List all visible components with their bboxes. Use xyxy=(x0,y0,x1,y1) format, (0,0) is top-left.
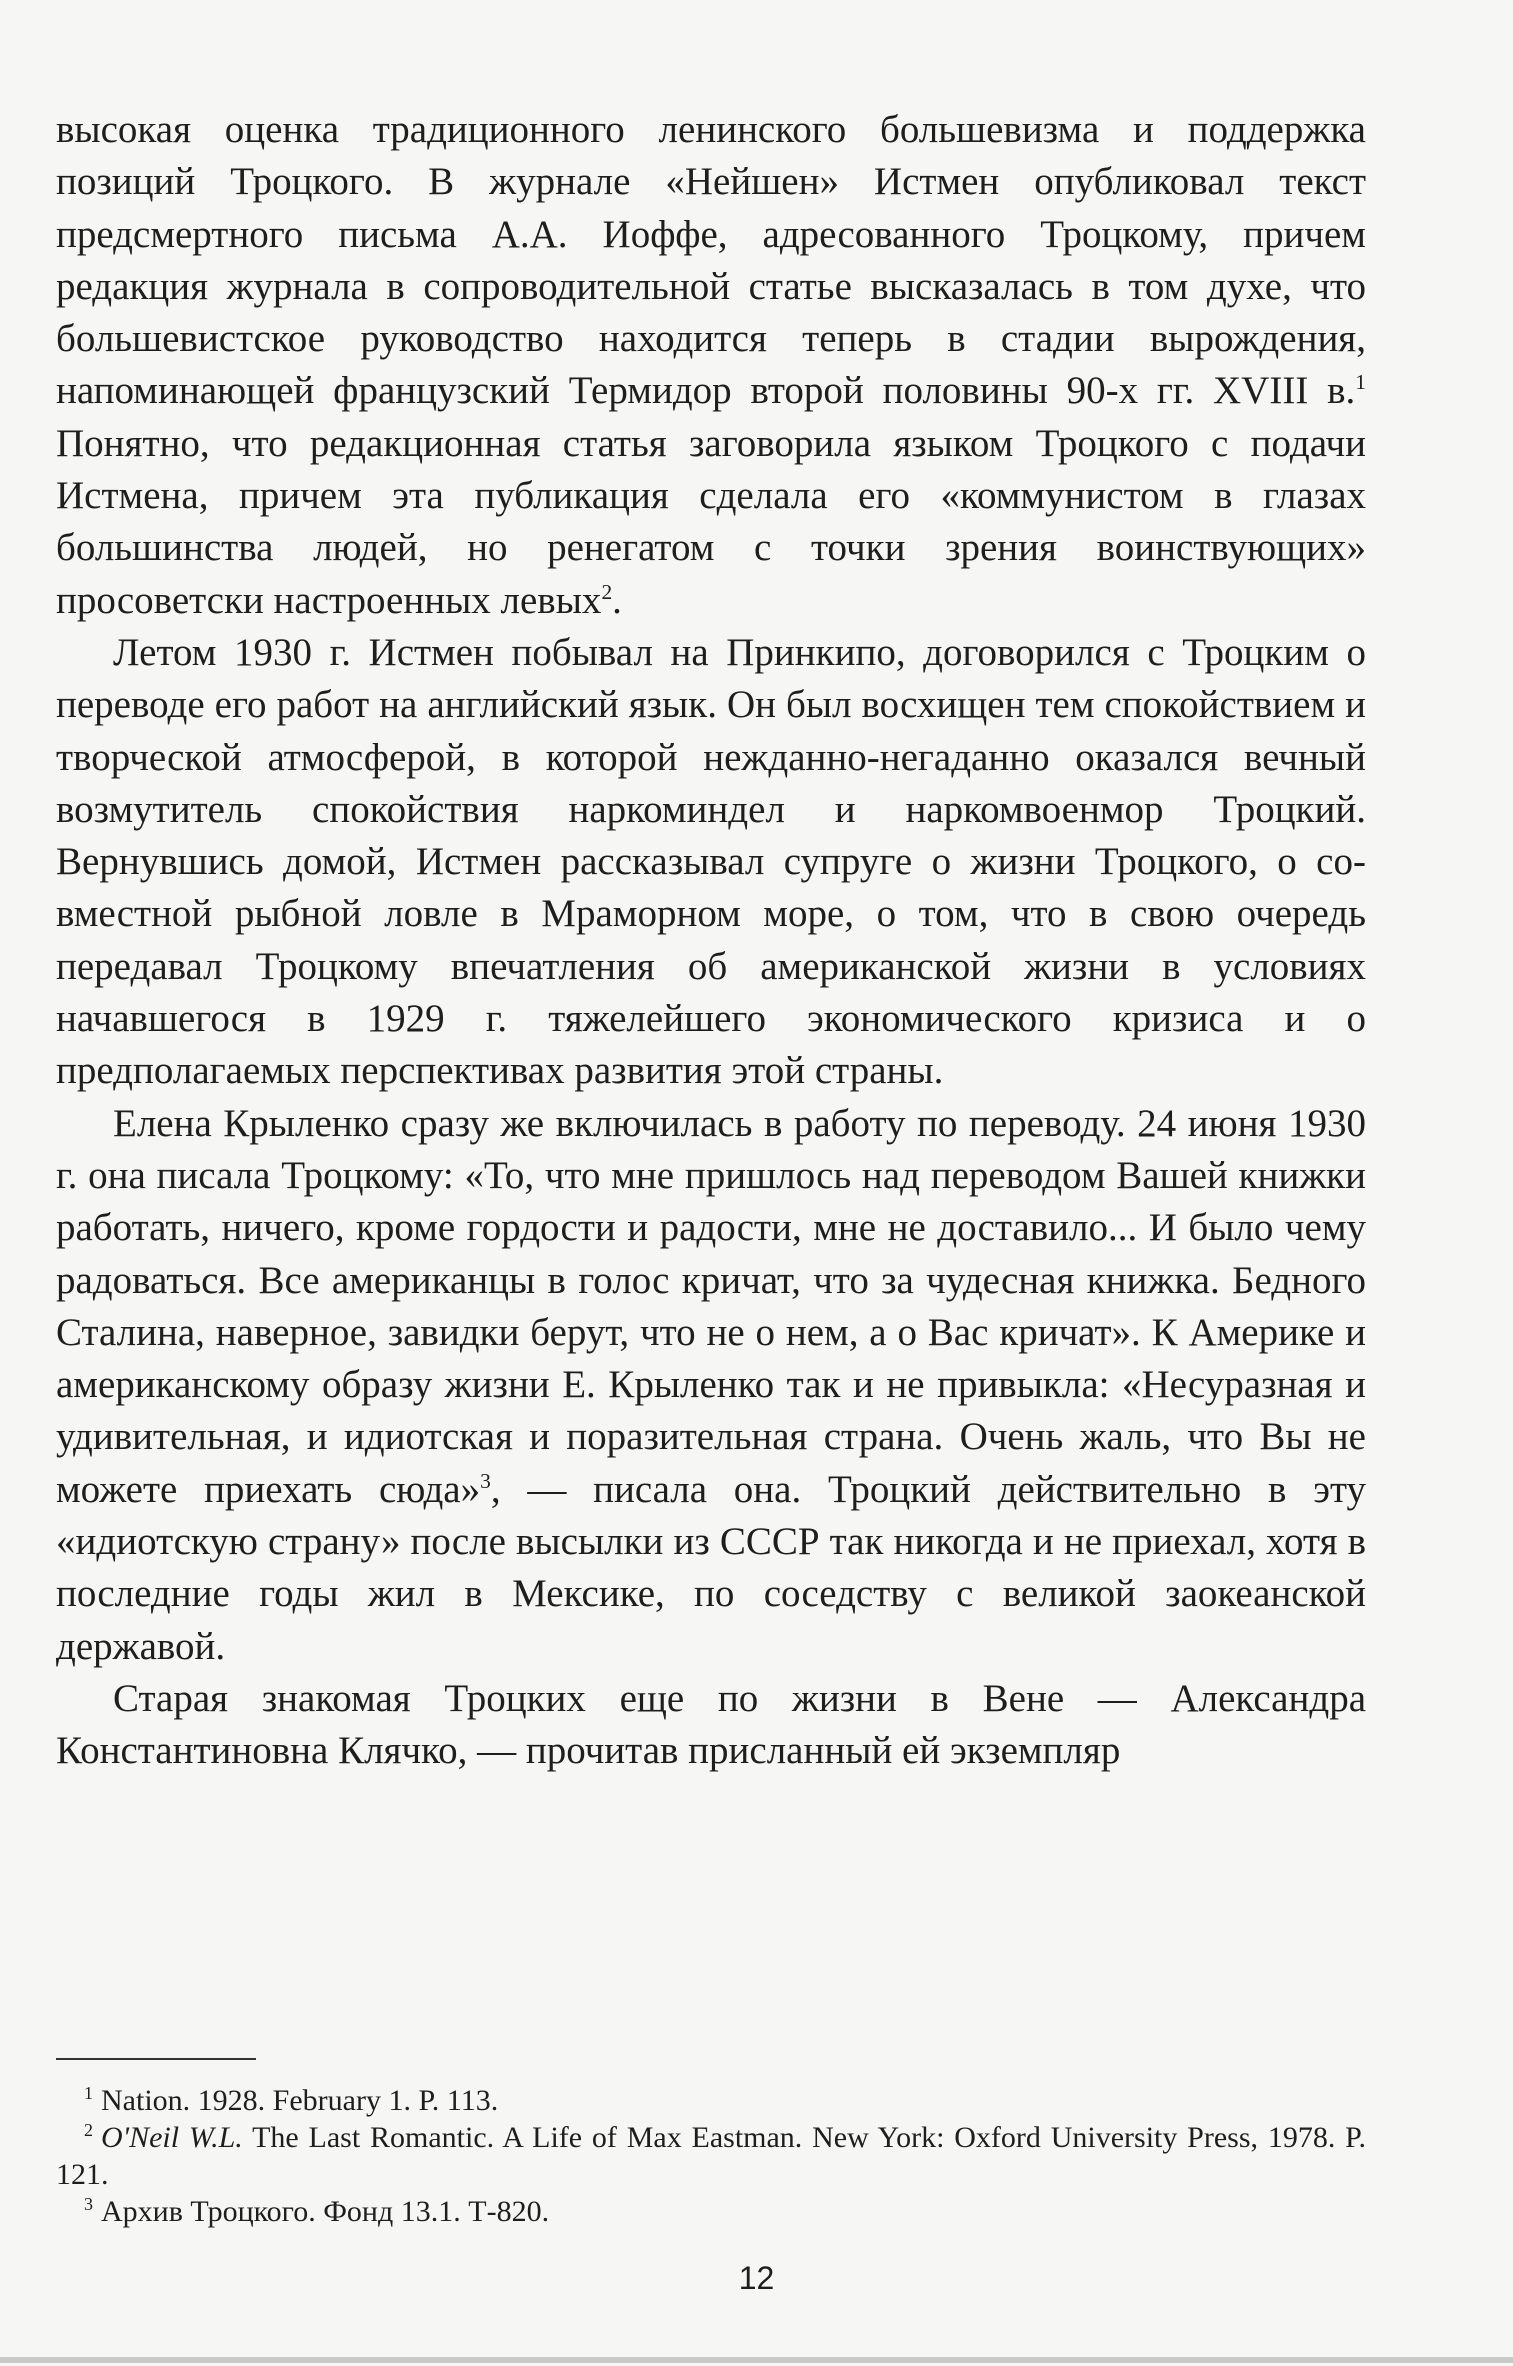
text-run: Архив Троцкого. Фонд 13.1. Т-820. xyxy=(101,2195,550,2228)
footnote xyxy=(56,2119,1366,2193)
footnote-author: O'Neil W.L. xyxy=(101,2121,243,2154)
footnote-mark: 2 xyxy=(84,2120,93,2140)
footnote-reference: 2 xyxy=(601,579,613,604)
text-run: высокая оценка традиционного ленинского большевизма и поддержка позиций Троцкого. В журнале «Нейшен» Истмен опубликовал текст предсмертного письма А.А. Иоффе, адресованного Троцкому, причем редакция журнала в сопроводительной статье высказалась в том духе, что большевистское руководство находится теперь в стадии вырождения, напоминающей французский Термидор второй половины 90-х гг. XVIII в. xyxy=(56,108,1366,413)
text-run: . xyxy=(612,578,622,622)
text-run: Nation. 1928. February 1. P. 113. xyxy=(101,2084,499,2117)
main-text xyxy=(56,104,1366,1778)
text-run: Старая знакомая Троцких еще по жизни в Вене — Александра Константиновна Клячко, — прочитав присланный ей экземпляр xyxy=(56,1676,1366,1773)
text-run: , — писала она. Троцкий действительно в эту «идиотскую страну» после высылки из СССР так никогда и не приехал, хотя в последние годы жил в Мексике, по соседству с великой заокеанской державой. xyxy=(56,1467,1367,1668)
footnote xyxy=(56,2193,1366,2230)
paragraph xyxy=(56,104,1366,627)
paragraph xyxy=(56,1098,1366,1673)
paragraph xyxy=(56,1673,1366,1778)
scan-edge xyxy=(0,2357,1513,2363)
footnote xyxy=(56,2082,1366,2119)
text-run: Елена Крыленко сразу же включилась в работу по переводу. 24 июня 1930 г. она писала Троцкому: «То, что мне пришлось над переводом Вашей книжки работать, ничего, кроме гордости и радости, мне не доставило... И было чему радоваться. Все американцы в голос кричат, что за чудесная книжка. Бедного Сталина, наверное, завидки берут, что не о нем, а о Вас кричат». К Америке и американскому образу жизни Е. Крыленко так и не привыкла: «Несуразная и удивительная, и идиотская и поразительная страна. Очень жаль, что Вы не можете приехать сюда» xyxy=(56,1101,1366,1511)
paragraph xyxy=(56,627,1366,1098)
footnote-mark: 3 xyxy=(84,2194,93,2214)
text-run: The Last Romantic. A Life of Max Eastman. New York: Oxford University Press, 1978. P. 121. xyxy=(56,2121,1366,2191)
footnote-reference: 3 xyxy=(480,1468,491,1493)
footnote-reference: 1 xyxy=(1355,370,1366,395)
page-number: 12 xyxy=(738,2260,775,2296)
footnote-mark: 1 xyxy=(84,2083,93,2103)
text-run: Понятно, что редакционная статья заговорила языком Троцкого с подачи Истмена, причем эта публикация сделала его «коммунистом в глазах большинства людей, но ренегатом с точки зрения воинствующих» просоветски настроенных левых xyxy=(56,421,1366,622)
text-run: Летом 1930 г. Истмен побывал на Принкипо, договорился с Троцким о переводе его работ на английский язык. Он был восхищен тем спокойствием и творческой атмосферой, в которой нежданно-негаданно оказался вечный возмутитель спокойствия наркоминдел и наркомвоенмор Троцкий. Вернувшись домой, Истмен рассказывал супруге о жизни Троцкого, о совместной рыбной ловле в Мраморном море, о том, что в свою очередь передавал Троцкому впечатления об американской жизни в условиях начавшегося в 1929 г. тяжелейшего экономического кризиса и о предполагаемых перспективах развития этой страны. xyxy=(56,630,1366,1093)
footnote-divider xyxy=(56,2058,256,2060)
footnotes xyxy=(56,2082,1366,2230)
